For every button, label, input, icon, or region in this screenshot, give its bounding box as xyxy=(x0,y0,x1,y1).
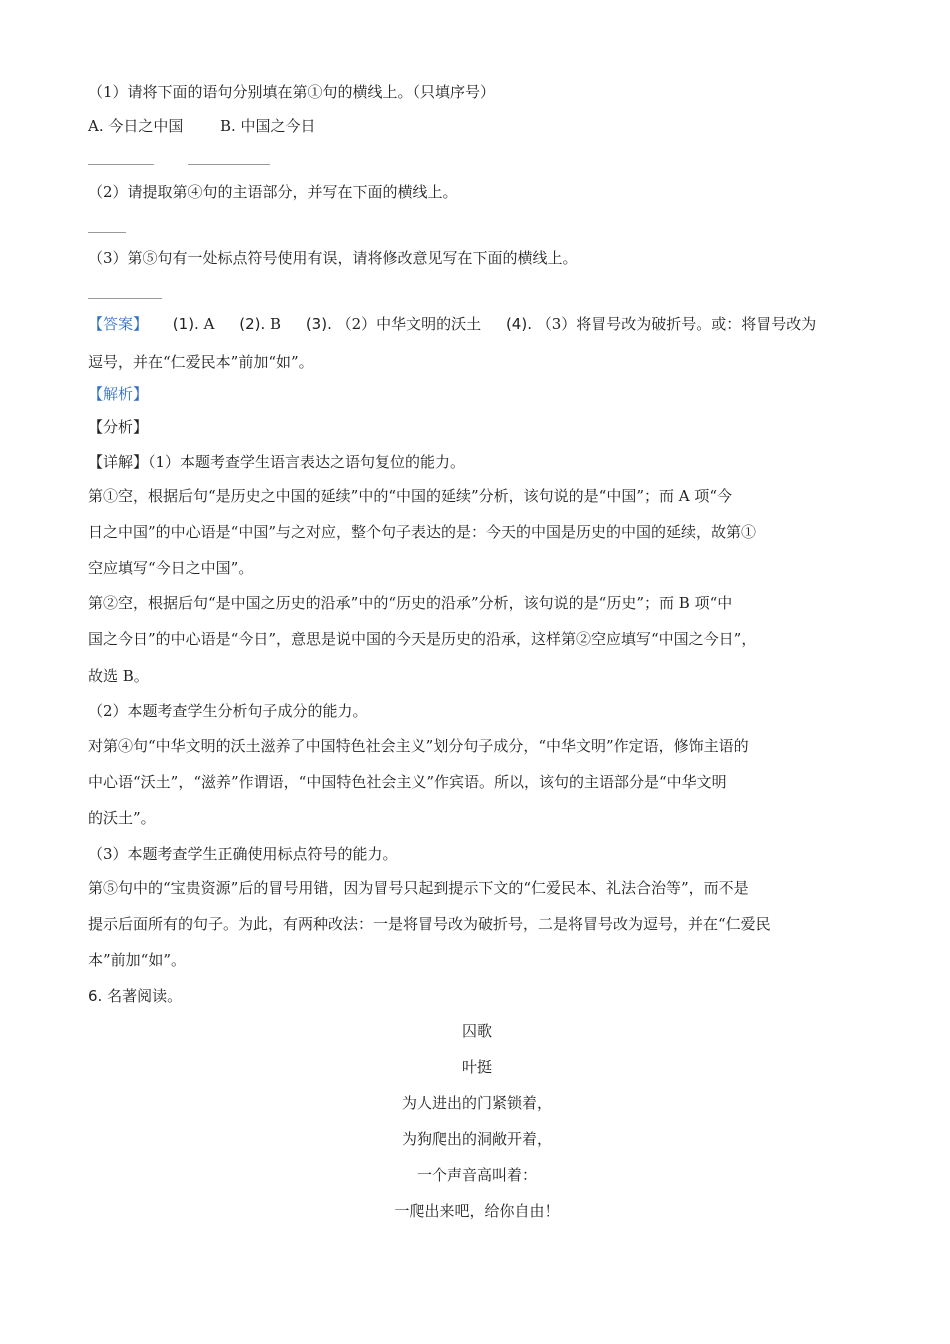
xiangjie-tag: 【详解】 xyxy=(88,453,149,471)
para3-line2: 中心语“沃土”，“滋养”作谓语，“中国特色社会主义”作宾语。所以，该句的主语部分是“中华文明 xyxy=(88,773,727,791)
answer-blank-4 xyxy=(88,297,162,299)
option-a: A. 今日之中国 xyxy=(88,117,184,135)
para2-line2: 国之今日”的中心语是“今日”，意思是说中国的今天是历史的沿承，这样第②空应填写“中国之今日”， xyxy=(88,630,757,648)
para3-line3: 的沃土”。 xyxy=(88,809,156,827)
answer-blank-2 xyxy=(188,163,270,165)
answer-4-part2: 逗号，并在“仁爱民本”前加“如”。 xyxy=(88,353,314,371)
poem-author: 叶挺 xyxy=(461,1058,492,1076)
para4-line3: 本”前加“如”。 xyxy=(88,951,187,969)
xiangjie-line xyxy=(88,452,465,472)
analysis-tag: 【解析】 xyxy=(88,385,149,403)
para1-line3: 空应填写“今日之中国”。 xyxy=(88,559,254,577)
para2-line1: 第②空，根据后句“是中国之历史的沿承”中的“历史的沿承”分析，该句说的是“历史”；而 B 项“中 xyxy=(88,594,733,612)
question-sub2: （2）请提取第④句的主语部分，并写在下面的横线上。 xyxy=(88,183,458,201)
poem-line-2: 为狗爬出的洞敞开着， xyxy=(401,1130,552,1148)
answer-blank-3 xyxy=(88,231,126,233)
option-b: B. 中国之今日 xyxy=(220,117,316,135)
para2-line3: 故选 B。 xyxy=(88,667,149,685)
question-sub3: （3）第⑤句有一处标点符号使用有误，请将修改意见写在下面的横线上。 xyxy=(88,249,578,267)
poem-line-3: 一个声音高叫着： xyxy=(416,1166,537,1184)
xiangjie-text: （1）本题考查学生语言表达之语句复位的能力。 xyxy=(148,453,466,471)
answer-3: （2）中华文明的沃土 xyxy=(336,315,482,333)
answer-1: A xyxy=(203,315,215,333)
answer-num-3: (3). xyxy=(305,315,332,333)
answer-4-part1: （3）将冒号改为破折号。或：将冒号改为 xyxy=(536,315,817,333)
para1-line1: 第①空，根据后句“是历史之中国的延续”中的“中国的延续”分析，该句说的是“中国”；而 A 项“今 xyxy=(88,487,733,505)
section3-heading: （3）本题考查学生正确使用标点符号的能力。 xyxy=(88,845,398,863)
fenxi-tag: 【分析】 xyxy=(88,418,149,436)
answer-line-1 xyxy=(88,314,816,334)
poem-line-4: 一爬出来吧，给你自由！ xyxy=(394,1202,560,1220)
answer-2: B xyxy=(270,315,282,333)
para3-line1: 对第④句“中华文明的沃土滋养了中国特色社会主义”划分句子成分，“中华文明”作定语，修饰主语的 xyxy=(88,737,749,755)
poem-line-1: 为人进出的门紧锁着， xyxy=(401,1094,552,1112)
section2-heading: （2）本题考查学生分析句子成分的能力。 xyxy=(88,702,368,720)
para4-line2: 提示后面所有的句子。为此，有两种改法：一是将冒号改为破折号，二是将冒号改为逗号，并在“仁爱民 xyxy=(88,915,771,933)
question-6-label: 6. 名著阅读。 xyxy=(88,987,183,1005)
para4-line1: 第⑤句中的“宝贵资源”后的冒号用错，因为冒号只起到提示下文的“仁爱民本、礼法合治等”，而不是 xyxy=(88,879,749,897)
answer-tag: 【答案】 xyxy=(88,315,149,333)
question-sub1: （1）请将下面的语句分别填在第①句的横线上。（只填序号） xyxy=(88,83,496,101)
answer-num-4: (4). xyxy=(505,315,532,333)
answer-num-1: (1). xyxy=(172,315,199,333)
poem-title: 囚歌 xyxy=(461,1022,492,1040)
para1-line2: 日之中国”的中心语是“中国”与之对应，整个句子表达的是：今天的中国是历史的中国的延续，故第① xyxy=(88,523,757,541)
answer-blank-1 xyxy=(88,163,154,165)
answer-num-2: (2). xyxy=(239,315,266,333)
